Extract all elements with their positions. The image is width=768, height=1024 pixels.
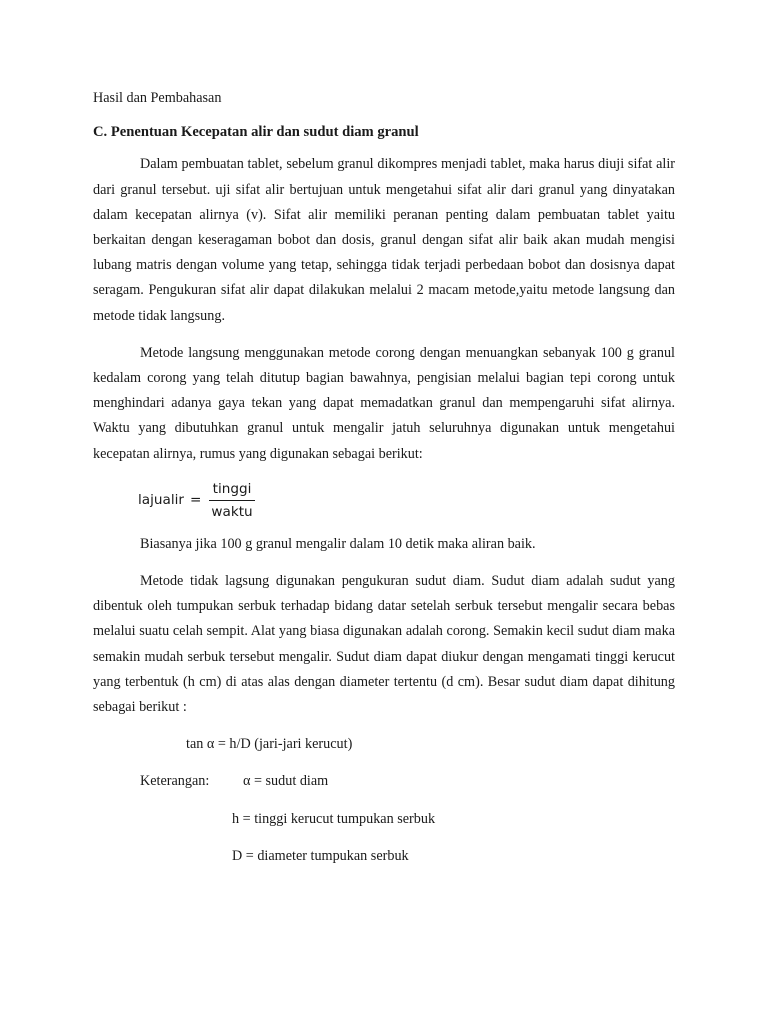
paragraph-2: Metode langsung menggunakan metode corong dengan menuangkan sebanyak 100 g granul kedalam corong yang telah ditutup bagian bawahnya, pengisian melalui bagian tepi corong untuk menghindari adanya gaya tekan yang dapat memadatkan granul dan mempengaruhi sifat alirnya. Waktu yang dibutuhkan granul untuk mengalir jatuh seluruhnya digunakan untuk mengetahui kecepatan alirnya, rumus yang digunakan sebagai berikut: xyxy=(93,344,675,462)
paragraph-1: Dalam pembuatan tablet, sebelum granul dikompres menjadi tablet, maka harus diuji sifat alir dari granul tersebut. uji sifat alir bertujuan untuk mengetahui sifat alir dari granul yang dinyatakan dalam kecepatan alirnya (v). Sifat alir memiliki peranan penting dalam pembuatan tablet yaitu berkaitan dengan keseragaman bobot dan dosis, granul dengan sifat alir baik akan mudah mengisi lubang matris dengan volume yang tetap, sehingga tidak terjadi perbedaan bobot dan dosisnya dapat seragam. Pengukuran sifat alir dapat dilakukan melalui 2 macam metode,yaitu metode langsung dan metode tidak langsung. xyxy=(93,156,675,324)
legend-item-alpha: α = sudut diam xyxy=(243,773,329,790)
legend xyxy=(140,769,675,794)
heading: C. Penentuan Kecepatan alir dan sudut diam granul xyxy=(93,124,419,141)
flow-rate-formula xyxy=(138,480,675,522)
paragraph-3: Metode tidak lagsung digunakan pengukuran sudut diam. Sudut diam adalah sudut yang dibentuk oleh tumpukan serbuk terhadap bidang datar setelah serbuk tersebut mengalir secara bebas melalui suatu celah sempit. Alat yang biasa digunakan adalah corong. Semakin kecil sudut diam maka semakin mudah serbuk tersebut mengalir. Sudut diam dapat diukur dengan mengamati tinggi kerucut yang terbentuk (h cm) di atas alas dengan diameter tertentu (d cm). Besar sudut diam dapat dihitung sebagai berikut : xyxy=(93,573,675,716)
note-paragraph: Biasanya jika 100 g granul mengalir dalam 10 detik maka aliran baik. xyxy=(140,535,536,552)
formula-denominator: waktu xyxy=(211,504,253,521)
legend-item-h: h = tinggi kerucut tumpukan serbuk xyxy=(232,810,436,827)
document-body xyxy=(93,86,675,869)
legend-item-d: D = diameter tumpukan serbuk xyxy=(232,847,409,864)
section-title: Hasil dan Pembahasan xyxy=(93,90,222,106)
formula-equals: = xyxy=(189,492,202,509)
tan-formula: tan α = h/D (jari-jari kerucut) xyxy=(186,736,353,753)
formula-fraction xyxy=(209,481,254,520)
formula-numerator: tinggi xyxy=(212,481,252,498)
legend-label: Keterangan: xyxy=(140,773,210,790)
formula-lhs: lajualir xyxy=(138,492,184,509)
